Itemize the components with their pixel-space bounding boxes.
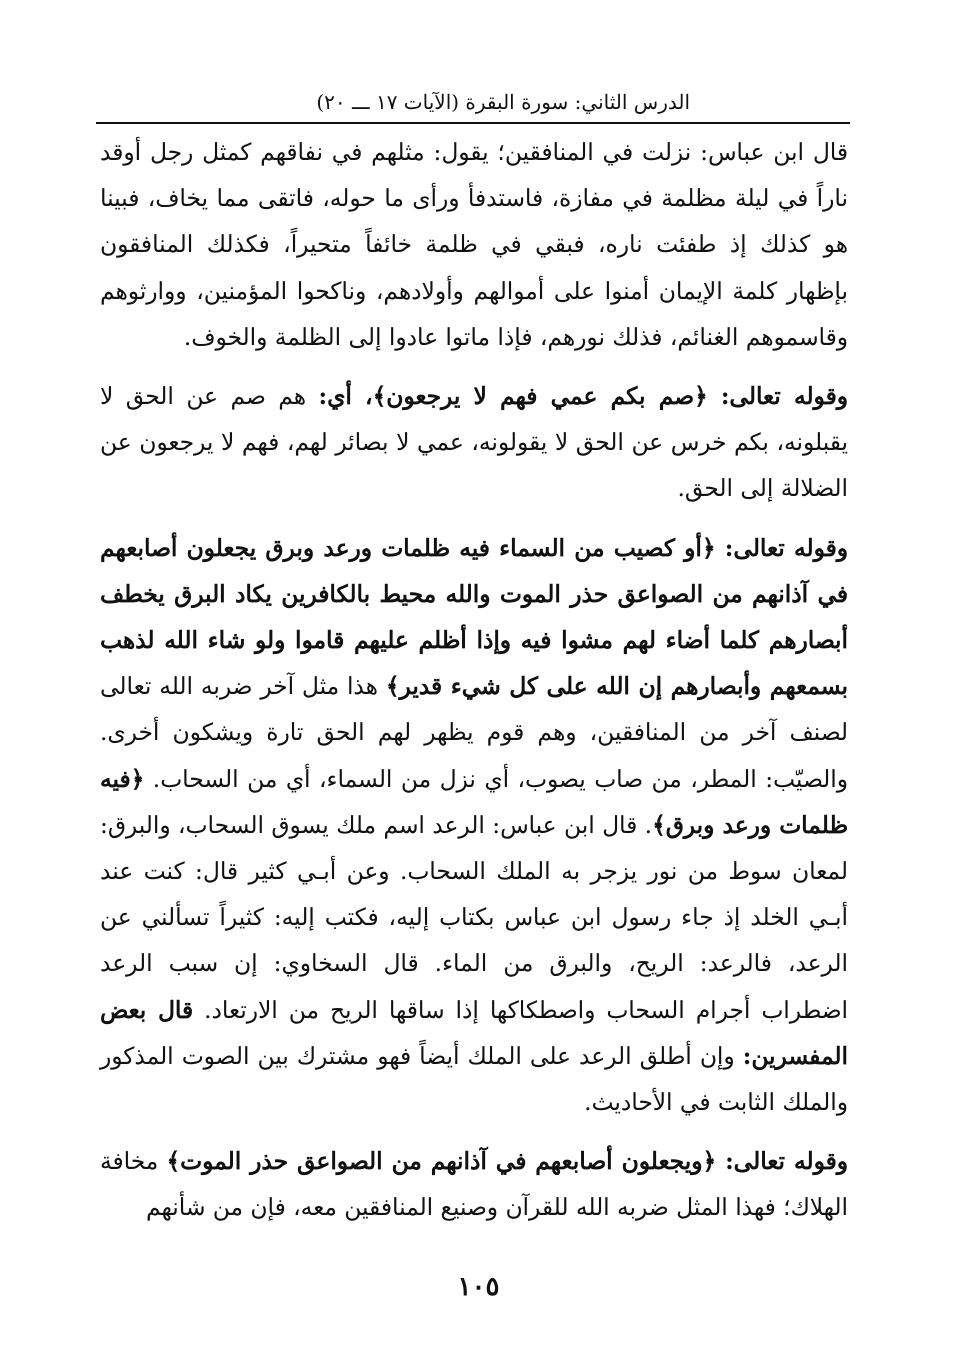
- paragraph-ibn-abbas: [100, 130, 848, 361]
- text-segment: مخافة الهلاك؛ فهذا المثل ضربه الله للقرآن وصنيع المنافقين معه، فإن من شأنهم: [100, 1148, 848, 1222]
- text-segment: . قال ابن عباس: الرعد اسم ملك يسوق السحاب، والبرق: لمعان سوط من نور يزجر به الملك السحاب. وعن أبـي كثير قال: كنت عند أبـي الخلد إذ جاء رسول ابن عباس بكتاب إليه، فكتب إليه: كثيراً تسألني عن الرعد، فالرعد: الريح، والبرق من الماء. قال السخاوي: إن سبب الرعد اضطراب أجرام السحاب واصطكاكها إذا ساقها الريح من الارتعاد.: [100, 811, 848, 1024]
- page-number: ١٠٥: [457, 1272, 500, 1302]
- text-segment: وإن أطلق الرعد على الملك أيضاً فهو مشترك بين الصوت المذكور والملك الثابت في الأحاديث.: [100, 1042, 848, 1117]
- text-segment: هم صم عن الحق لا يقبلونه، بكم خرس عن الحق لا يقولونه، عمي لا بصائر لهم، فهم لا يرجعون عن الضلالة إلى الحق.: [100, 383, 848, 503]
- header-title: الدرس الثاني: سورة البقرة (الآيات ١٧ ـــ ٢٠): [316, 90, 690, 114]
- running-header: [96, 84, 850, 124]
- header-divider: [96, 122, 850, 124]
- text-segment: هذا مثل آخر ضربه الله تعالى لصنف آخر من المنافقين، وهم قوم يظهر لهم الحق تارة ويشكون أخرى. والصيّب: المطر، من صاب يصوب، أي نزل من السماء، أي من السحاب.: [100, 673, 848, 793]
- verse-text: وقوله تعالى: ﴿صم بكم عمي فهم لا يرجعون﴾، أي:: [318, 383, 848, 411]
- text-segment: قال ابن عباس: نزلت في المنافقين؛ يقول: مثلهم في نفاقهم كمثل رجل أوقد ناراً في ليلة مظلمة في مفازة، فاستدفأ ورأى ما حوله، فاتقى مما يخاف، فبينا هو كذلك إذ طفئت ناره، فبقي في ظلمة خائفاً متحيراً، فكذلك المنافقون بإظهار كلمة الإيمان أمنوا على أموالهم وأولادهم، وناكحوا المؤمنين، ووارثوهم وقاسموهم الغنائم، فذلك نورهم، فإذا ماتوا عادوا إلى الظلمة والخوف.: [100, 139, 848, 351]
- bold-phrase: قال بعض المفسرين:: [100, 996, 848, 1070]
- paragraph-rain-cloud: [100, 526, 848, 1127]
- verse-text: وقوله تعالى: ﴿أو كصيب من السماء فيه ظلمات ورعد وبرق يجعلون أصابعهم في آذانهم من الصواعق حذر الموت والله محيط بالكافرين يكاد البرق يخطف أبصارهم كلما أضاء لهم مشوا فيه وإذا أظلم عليهم قاموا ولو شاء الله لذهب بسمعهم وأبصارهم إن الله على كل شيء قدير﴾: [100, 534, 848, 701]
- paragraph-fingers-in-ears: [100, 1139, 848, 1231]
- paragraph-deaf-dumb-blind: [100, 374, 848, 513]
- body-text: [100, 130, 848, 1232]
- verse-text: ﴿فيه ظلمات ورعد وبرق﴾: [100, 765, 848, 839]
- verse-text: وقوله تعالى: ﴿ويجعلون أصابعهم في آذانهم من الصواعق حذر الموت﴾: [166, 1148, 848, 1176]
